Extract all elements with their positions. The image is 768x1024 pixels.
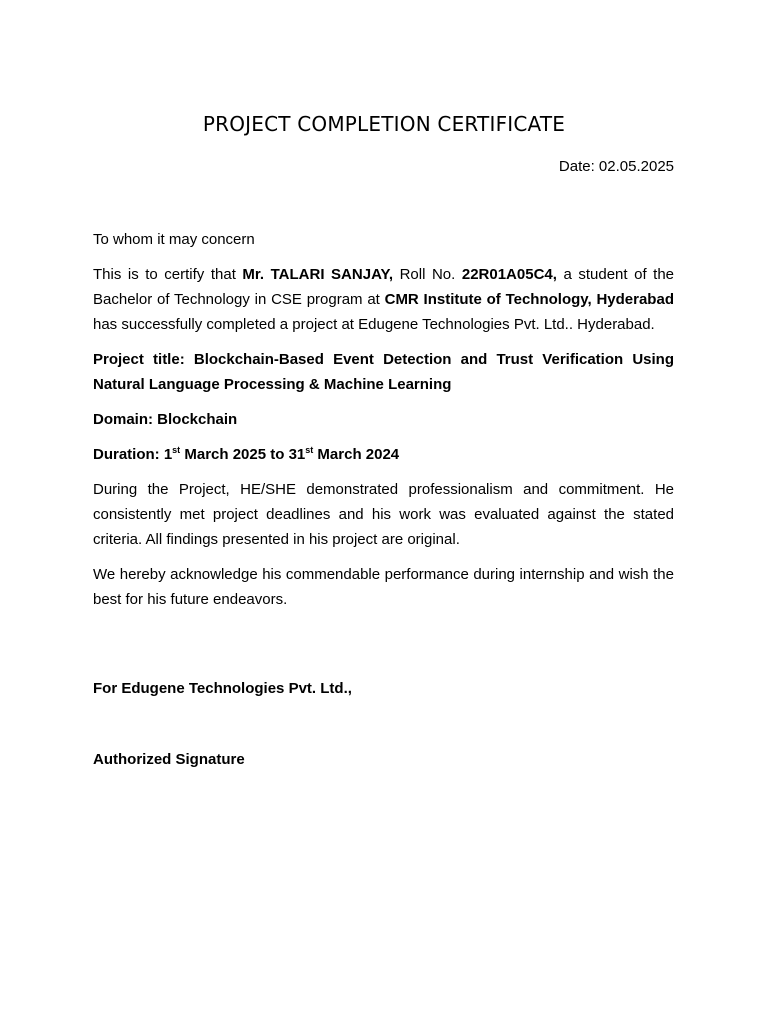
institute-name: CMR Institute of Technology, Hyderabad: [384, 291, 674, 308]
for-company: For Edugene Technologies Pvt. Ltd.,: [93, 680, 352, 697]
certify-text-3: a student of the Bachelor of Technology in CSE program at: [93, 266, 674, 308]
project-domain: Domain: Blockchain: [93, 411, 238, 428]
authorized-signature: Authorized Signature: [93, 751, 245, 768]
duration-suffix: March 2024: [313, 446, 400, 463]
certificate-title: PROJECT COMPLETION CERTIFICATE: [202, 112, 566, 136]
project-title: Project title: Blockchain-Based Event Detection and Trust Verification Using Natural Language Processing & Machine Learning: [93, 351, 674, 393]
student-name: Mr. TALARI SANJAY,: [242, 266, 394, 283]
duration-sup-1: st: [172, 445, 181, 455]
certificate-body: [93, 227, 674, 622]
certify-text-1: This is to certify that: [93, 266, 243, 283]
certify-paragraph: [93, 262, 674, 337]
certificate-date: Date: 02.05.2025: [558, 158, 674, 175]
salutation: To whom it may concern: [93, 231, 255, 248]
acknowledge-paragraph: We hereby acknowledge his commendable performance during internship and wish the best for his future endeavors.: [93, 566, 674, 608]
project-duration: [93, 442, 674, 467]
certify-text-2: Roll No.: [393, 266, 462, 283]
duration-prefix: Duration: 1: [93, 446, 173, 463]
performance-paragraph: During the Project, HE/SHE demonstrated professionalism and commitment. He consistently met project deadlines and his work was evaluated against the stated criteria. All findings presented in his project are original.: [93, 481, 674, 548]
roll-number: 22R01A05C4,: [461, 266, 557, 283]
duration-mid: March 2025 to 31: [180, 446, 306, 463]
duration-sup-2: st: [305, 445, 314, 455]
certify-text-4: has successfully completed a project at Edugene Technologies Pvt. Ltd.. Hyderabad.: [93, 316, 655, 333]
